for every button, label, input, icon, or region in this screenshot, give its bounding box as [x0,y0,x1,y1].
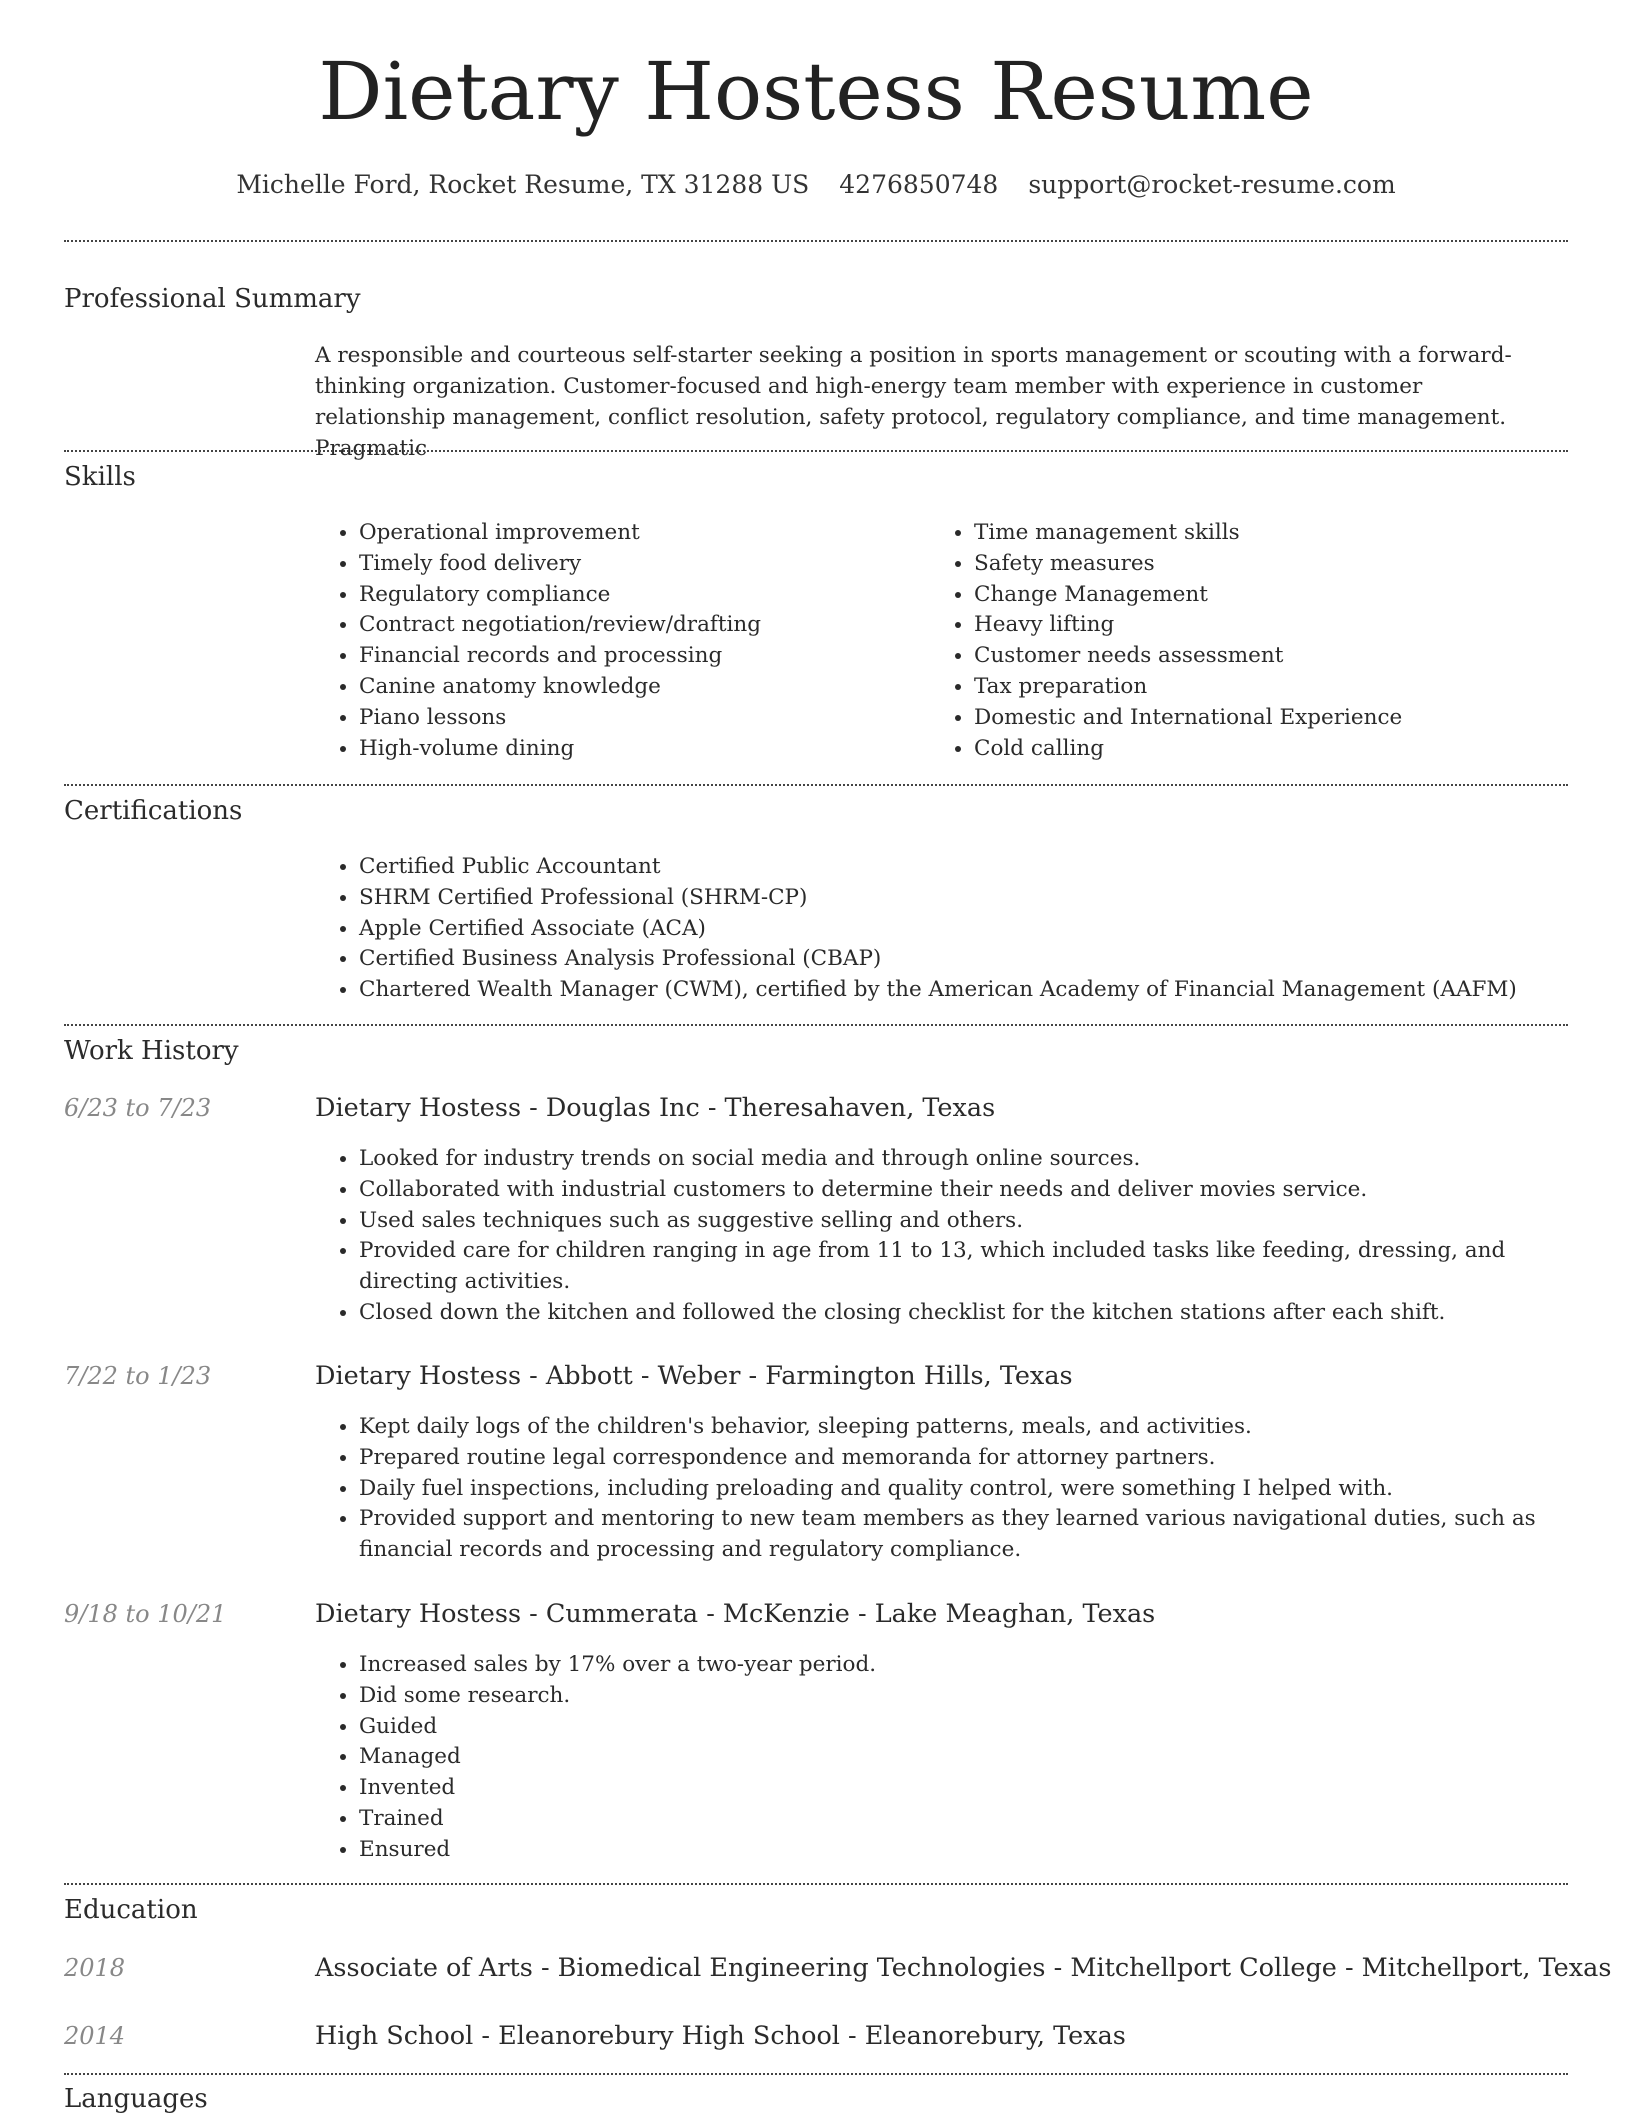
education-entry: Associate of Arts - Biomedical Engineering Technologies - Mitchellport College - Mitchellport, Texas [315,1953,1612,1983]
job-title: Dietary Hostess - Cummerata - McKenzie - Lake Meaghan, Texas [315,1599,1156,1629]
job-dates: 9/18 to 10/21 [64,1600,227,1628]
section-title-work-history: Work History [64,1036,239,1066]
list-item: • Certified Business Analysis Professional (CBAP) [359,944,1599,975]
list-item: • Change Management [974,580,1594,611]
certifications-list [315,852,1599,1006]
section-title-summary: Professional Summary [64,284,361,314]
contact-email: support@rocket-resume.com [1028,170,1396,199]
education-entry: High School - Eleanorebury High School - Eleanorebury, Texas [315,2021,1126,2051]
job-duties-list [315,1412,1599,1566]
list-item: • Daily fuel inspections, including preloading and quality control, were something I helped with. [359,1474,1599,1505]
resume-title: Dietary Hostess Resume [318,45,1314,138]
section-title-education: Education [64,1895,198,1925]
job-dates: 7/22 to 1/23 [64,1362,212,1390]
divider [64,1883,1568,1885]
list-item: • Operational improvement [359,518,919,549]
contact-line [0,170,1632,199]
list-item: • SHRM Certified Professional (SHRM-CP) [359,883,1599,914]
list-item: • Used sales techniques such as suggestive selling and others. [359,1206,1599,1237]
list-item: • Regulatory compliance [359,580,919,611]
job-title: Dietary Hostess - Abbott - Weber - Farmington Hills, Texas [315,1361,1073,1391]
list-item: • Prepared routine legal correspondence and memoranda for attorney partners. [359,1443,1599,1474]
list-item: • Provided care for children ranging in age from 11 to 13, which included tasks like feeding, dressing, and directing activities. [359,1236,1599,1298]
list-item: • Trained [359,1804,1599,1835]
list-item: • Provided support and mentoring to new team members as they learned various navigational duties, such as financial records and processing and regulatory compliance. [359,1504,1599,1566]
list-item: • Kept daily logs of the children's behavior, sleeping patterns, meals, and activities. [359,1412,1599,1443]
divider [64,784,1568,786]
list-item: • Managed [359,1742,1599,1773]
list-item: • Contract negotiation/review/drafting [359,610,919,641]
list-item: • Heavy lifting [974,610,1594,641]
job-duties-list [315,1650,1599,1866]
list-item: • Apple Certified Associate (ACA) [359,914,1599,945]
list-item: • Closed down the kitchen and followed the closing checklist for the kitchen stations after each shift. [359,1298,1599,1329]
list-item: • Chartered Wealth Manager (CWM), certified by the American Academy of Financial Management (AAFM) [359,975,1599,1006]
job-title: Dietary Hostess - Douglas Inc - Theresahaven, Texas [315,1093,996,1123]
job-duties-list [315,1144,1599,1329]
list-item: • High-volume dining [359,734,919,765]
list-item: • Piano lessons [359,703,919,734]
list-item: • Timely food delivery [359,549,919,580]
job-dates: 6/23 to 7/23 [64,1094,212,1122]
section-title-languages: Languages [64,2084,208,2114]
list-item: • Safety measures [974,549,1594,580]
list-item: • Looked for industry trends on social media and through online sources. [359,1144,1599,1175]
list-item: • Certified Public Accountant [359,852,1599,883]
list-item: • Ensured [359,1835,1599,1866]
divider [64,1024,1568,1026]
divider [64,450,1568,452]
contact-phone: 4276850748 [839,170,999,199]
list-item: • Did some research. [359,1681,1599,1712]
list-item: • Tax preparation [974,672,1594,703]
list-item: • Domestic and International Experience [974,703,1594,734]
list-item: • Customer needs assessment [974,641,1594,672]
list-item: • Financial records and processing [359,641,919,672]
list-item: • Collaborated with industrial customers to determine their needs and deliver movies service. [359,1175,1599,1206]
list-item: • Increased sales by 17% over a two-year period. [359,1650,1599,1681]
skills-list-left [315,518,919,764]
divider [64,240,1568,242]
list-item: • Guided [359,1712,1599,1743]
summary-text: A responsible and courteous self-starter seeking a position in sports management or scouting with a forward-thinking organization. Customer-focused and high-energy team member with experience in customer relationship management, conflict resolution, safety protocol, regulatory compliance, and time management. Pragmatic [315,343,1512,461]
education-year: 2014 [64,2022,126,2050]
section-title-certifications: Certifications [64,796,243,826]
skills-list-right [930,518,1594,764]
list-item: • Cold calling [974,734,1594,765]
section-title-skills: Skills [64,462,136,492]
list-item: • Time management skills [974,518,1594,549]
education-year: 2018 [64,1954,126,1982]
list-item: • Invented [359,1773,1599,1804]
divider [64,2073,1568,2075]
list-item: • Canine anatomy knowledge [359,672,919,703]
contact-address: Michelle Ford, Rocket Resume, TX 31288 US [236,170,810,199]
